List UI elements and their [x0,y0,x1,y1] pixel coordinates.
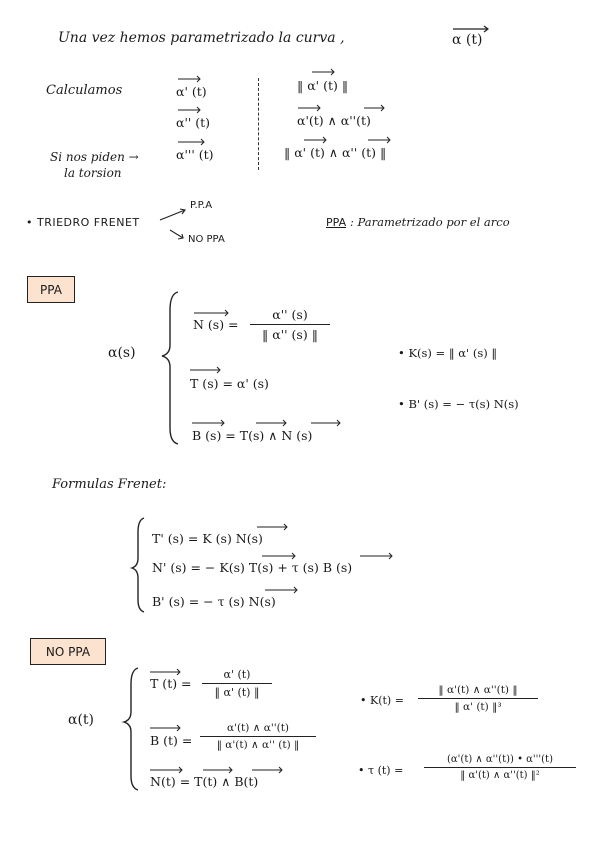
formulas-title: Formulas Frenet: [52,477,167,492]
ppa-normal-lhs: N (s) = [193,317,239,332]
fraction-bar [202,683,272,684]
frenet-branch-ppa: P.P.A [190,200,213,211]
intro-text: Una vez hemos parametrizado la curva , [58,30,345,46]
torsion-note-line2: la torsion [64,166,122,180]
ppa-normal-fraction [250,307,330,342]
torsion-note-line1: Si nos piden → [50,150,139,164]
noppa-torsion-fraction [424,754,576,781]
fraction-bar [200,736,316,737]
noppa-curvature-denominator: ‖ α' (t) ‖³ [454,701,502,713]
noppa-curvature-numerator: ‖ α'(t) ∧ α''(t) ‖ [438,684,518,696]
noppa-tangent-numerator: α' (t) [223,668,251,681]
calc-norm-first: ‖ α' (t) ‖ [297,78,349,93]
noppa-binormal-lhs: B (t) = [150,733,193,748]
ppa-normal-numerator: α'' (s) [272,307,308,322]
noppa-torsion-numerator: (α'(t) ∧ α''(t)) • α'''(t) [447,754,553,765]
noppa-torsion-denominator: ‖ α'(t) ∧ α''(t) ‖² [460,770,540,781]
noppa-normal-eq: N(t) = T(t) ∧ B(t) [150,774,259,789]
frenet-branch-noppa: NO PPA [188,234,225,245]
ppa-box-label: PPA [27,276,75,303]
fraction-bar [424,767,576,768]
formula-binormal-derivative: B' (s) = − τ (s) N(s) [152,594,276,609]
fraction-bar [250,324,330,325]
calc-separator [258,78,259,170]
frenet-bullet: • TRIEDRO FRENET [26,216,140,229]
noppa-tangent-fraction [202,668,272,699]
formula-normal-derivative: N' (s) = − K(s) T(s) + τ (s) B (s) [152,560,353,575]
ppa-tangent-eq: T (s) = α' (s) [190,376,269,391]
ppa-definition: : Parametrizado por el arco [350,215,510,229]
intro-curve: α (t) [452,32,483,48]
calc-label: Calculamos [46,83,123,98]
noppa-box-label: NO PPA [30,638,106,665]
calc-norm-cross: ‖ α' (t) ∧ α'' (t) ‖ [284,145,387,160]
noppa-binormal-fraction [200,722,316,751]
calc-third-derivative: α''' (t) [176,147,214,162]
fraction-bar [418,698,538,699]
ppa-curvature-eq: • K(s) = ‖ α' (s) ‖ [398,346,498,360]
ppa-curve: α(s) [108,345,136,361]
ppa-binormal-derivative-eq: • B' (s) = − τ(s) N(s) [398,397,519,411]
noppa-binormal-denominator: ‖ α'(t) ∧ α'' (t) ‖ [216,739,300,751]
ppa-binormal-eq: B (s) = T(s) ∧ N (s) [192,428,313,443]
ppa-normal-denominator: ‖ α'' (s) ‖ [262,327,318,342]
noppa-torsion-lhs: • τ (t) = [358,764,404,777]
noppa-curvature-lhs: • K(t) = [360,694,404,707]
noppa-curvature-fraction [418,684,538,713]
noppa-tangent-denominator: ‖ α' (t) ‖ [214,686,260,699]
calc-cross-product: α'(t) ∧ α''(t) [297,113,371,128]
ppa-abbreviation: PPA [326,216,347,229]
noppa-curve: α(t) [68,712,95,728]
calc-first-derivative: α' (t) [176,84,207,99]
formula-tangent-derivative: T' (s) = K (s) N(s) [152,531,263,546]
noppa-tangent-lhs: T (t) = [150,676,192,691]
noppa-binormal-numerator: α'(t) ∧ α''(t) [226,722,290,734]
calc-second-derivative: α'' (t) [176,115,211,130]
